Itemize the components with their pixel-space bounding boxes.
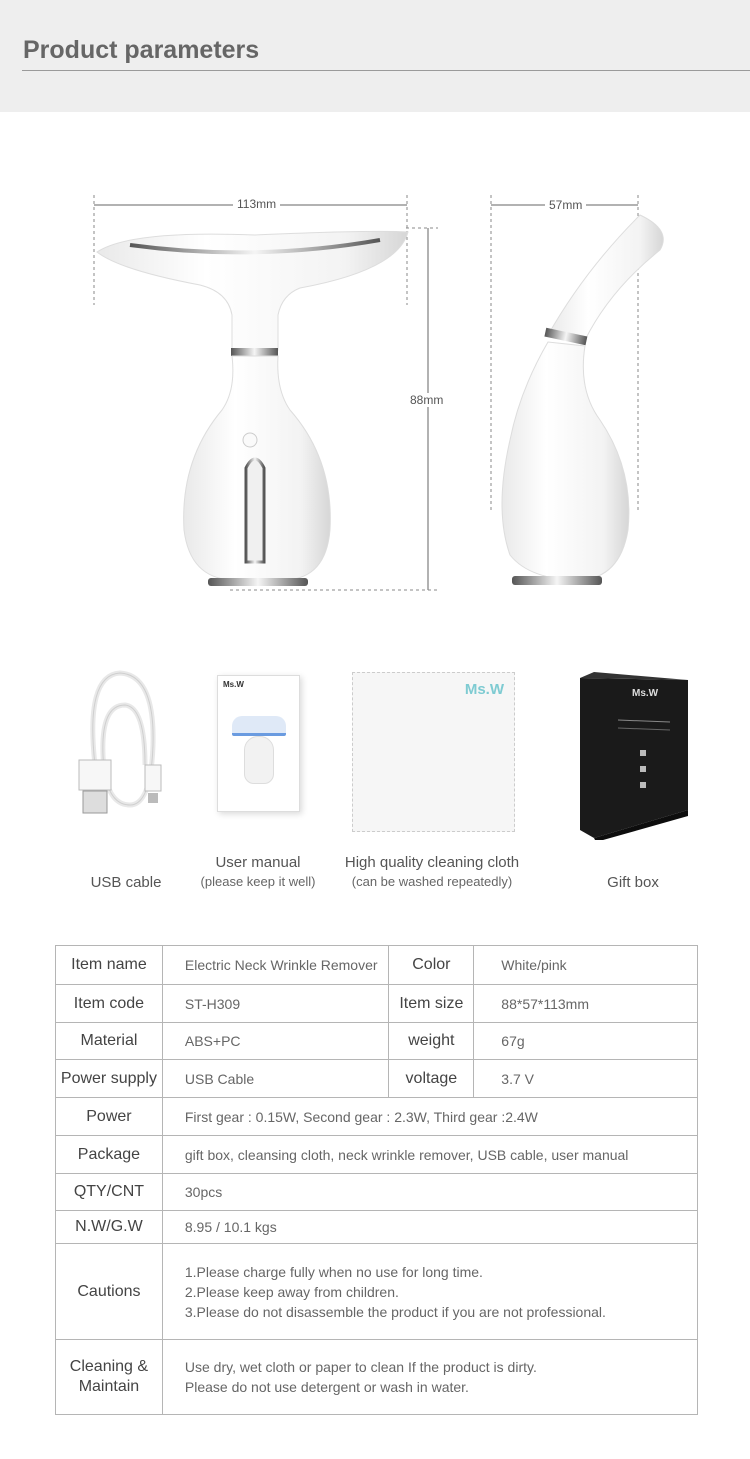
side-width-label: 57mm (545, 198, 586, 212)
nwgw-label: N.W/G.W (56, 1211, 163, 1244)
front-width-label: 113mm (233, 197, 280, 211)
cleaning-label-line1: Cleaning & (69, 1358, 149, 1375)
item-name-value: Electric Neck Wrinkle Remover (162, 946, 389, 985)
user-manual-label: User manual (215, 854, 301, 871)
table-row (56, 1244, 698, 1340)
table-row (56, 985, 698, 1023)
caution-line: 1.Please charge fully when no use for long time. (184, 1263, 483, 1280)
gift-box-label: Gift box (607, 874, 659, 891)
table-row (56, 1098, 698, 1136)
item-code-value: ST-H309 (162, 985, 389, 1023)
material-value: ABS+PC (162, 1023, 389, 1060)
voltage-label: voltage (389, 1060, 474, 1098)
table-row (56, 1174, 698, 1211)
page-title: Product parameters (23, 36, 260, 64)
table-row (56, 1136, 698, 1174)
weight-label: weight (389, 1023, 474, 1060)
material-label: Material (56, 1023, 163, 1060)
cleaning-value (162, 1340, 697, 1415)
package-label: Package (56, 1136, 163, 1174)
item-size-value: 88*57*113mm (474, 985, 698, 1023)
device-side-view (502, 215, 663, 585)
cleaning-label (56, 1340, 163, 1415)
gift-box-logo: Ms.W (632, 688, 659, 699)
power-value: First gear : 0.15W, Second gear : 2.3W, Third gear :2.4W (162, 1098, 697, 1136)
height-label: 88mm (406, 393, 447, 407)
qty-value: 30pcs (162, 1174, 697, 1211)
color-value: White/pink (474, 946, 698, 985)
color-label: Color (389, 946, 474, 985)
usb-cable-label: USB cable (90, 874, 162, 891)
gift-box-image (560, 670, 695, 840)
cloth-logo: Ms.W (464, 681, 504, 698)
cleaning-label-line2: Maintain (78, 1378, 140, 1395)
caution-line: 3.Please do not disassemble the product if you are not professional. (184, 1303, 606, 1320)
cleaning-cloth-image (352, 672, 515, 832)
cleaning-line: Use dry, wet cloth or paper to clean If the product is dirty. (184, 1359, 537, 1375)
user-manual-image (217, 675, 300, 812)
header-divider (22, 70, 750, 71)
table-row (56, 1211, 698, 1244)
caution-line: 2.Please keep away from children. (184, 1283, 399, 1300)
cleaning-line: Please do not use detergent or wash in water. (184, 1379, 469, 1395)
page-header (0, 0, 750, 112)
qty-label: QTY/CNT (56, 1174, 163, 1211)
cleaning-cloth-note: (can be washed repeatedly) (351, 874, 513, 889)
usb-cable-image (75, 665, 175, 825)
user-manual-note: (please keep it well) (200, 874, 316, 889)
voltage-value: 3.7 V (474, 1060, 698, 1098)
power-supply-value: USB Cable (162, 1060, 389, 1098)
cautions-label: Cautions (56, 1244, 163, 1340)
weight-value: 67g (474, 1023, 698, 1060)
power-supply-label: Power supply (56, 1060, 163, 1098)
nwgw-value: 8.95 / 10.1 kgs (162, 1211, 697, 1244)
package-value: gift box, cleansing cloth, neck wrinkle remover, USB cable, user manual (162, 1136, 697, 1174)
table-row (56, 1340, 698, 1415)
power-label: Power (56, 1098, 163, 1136)
product-illustration (0, 150, 750, 620)
dimension-drawings (0, 150, 750, 620)
parameters-table (55, 945, 698, 1415)
item-name-label: Item name (56, 946, 163, 985)
table-row (56, 1023, 698, 1060)
table-row (56, 946, 698, 985)
cautions-value (162, 1244, 697, 1340)
manual-logo: Ms.W (223, 680, 244, 689)
item-code-label: Item code (56, 985, 163, 1023)
item-size-label: Item size (389, 985, 474, 1023)
cleaning-cloth-label: High quality cleaning cloth (344, 854, 520, 871)
device-front-view (97, 231, 408, 586)
table-row (56, 1060, 698, 1098)
